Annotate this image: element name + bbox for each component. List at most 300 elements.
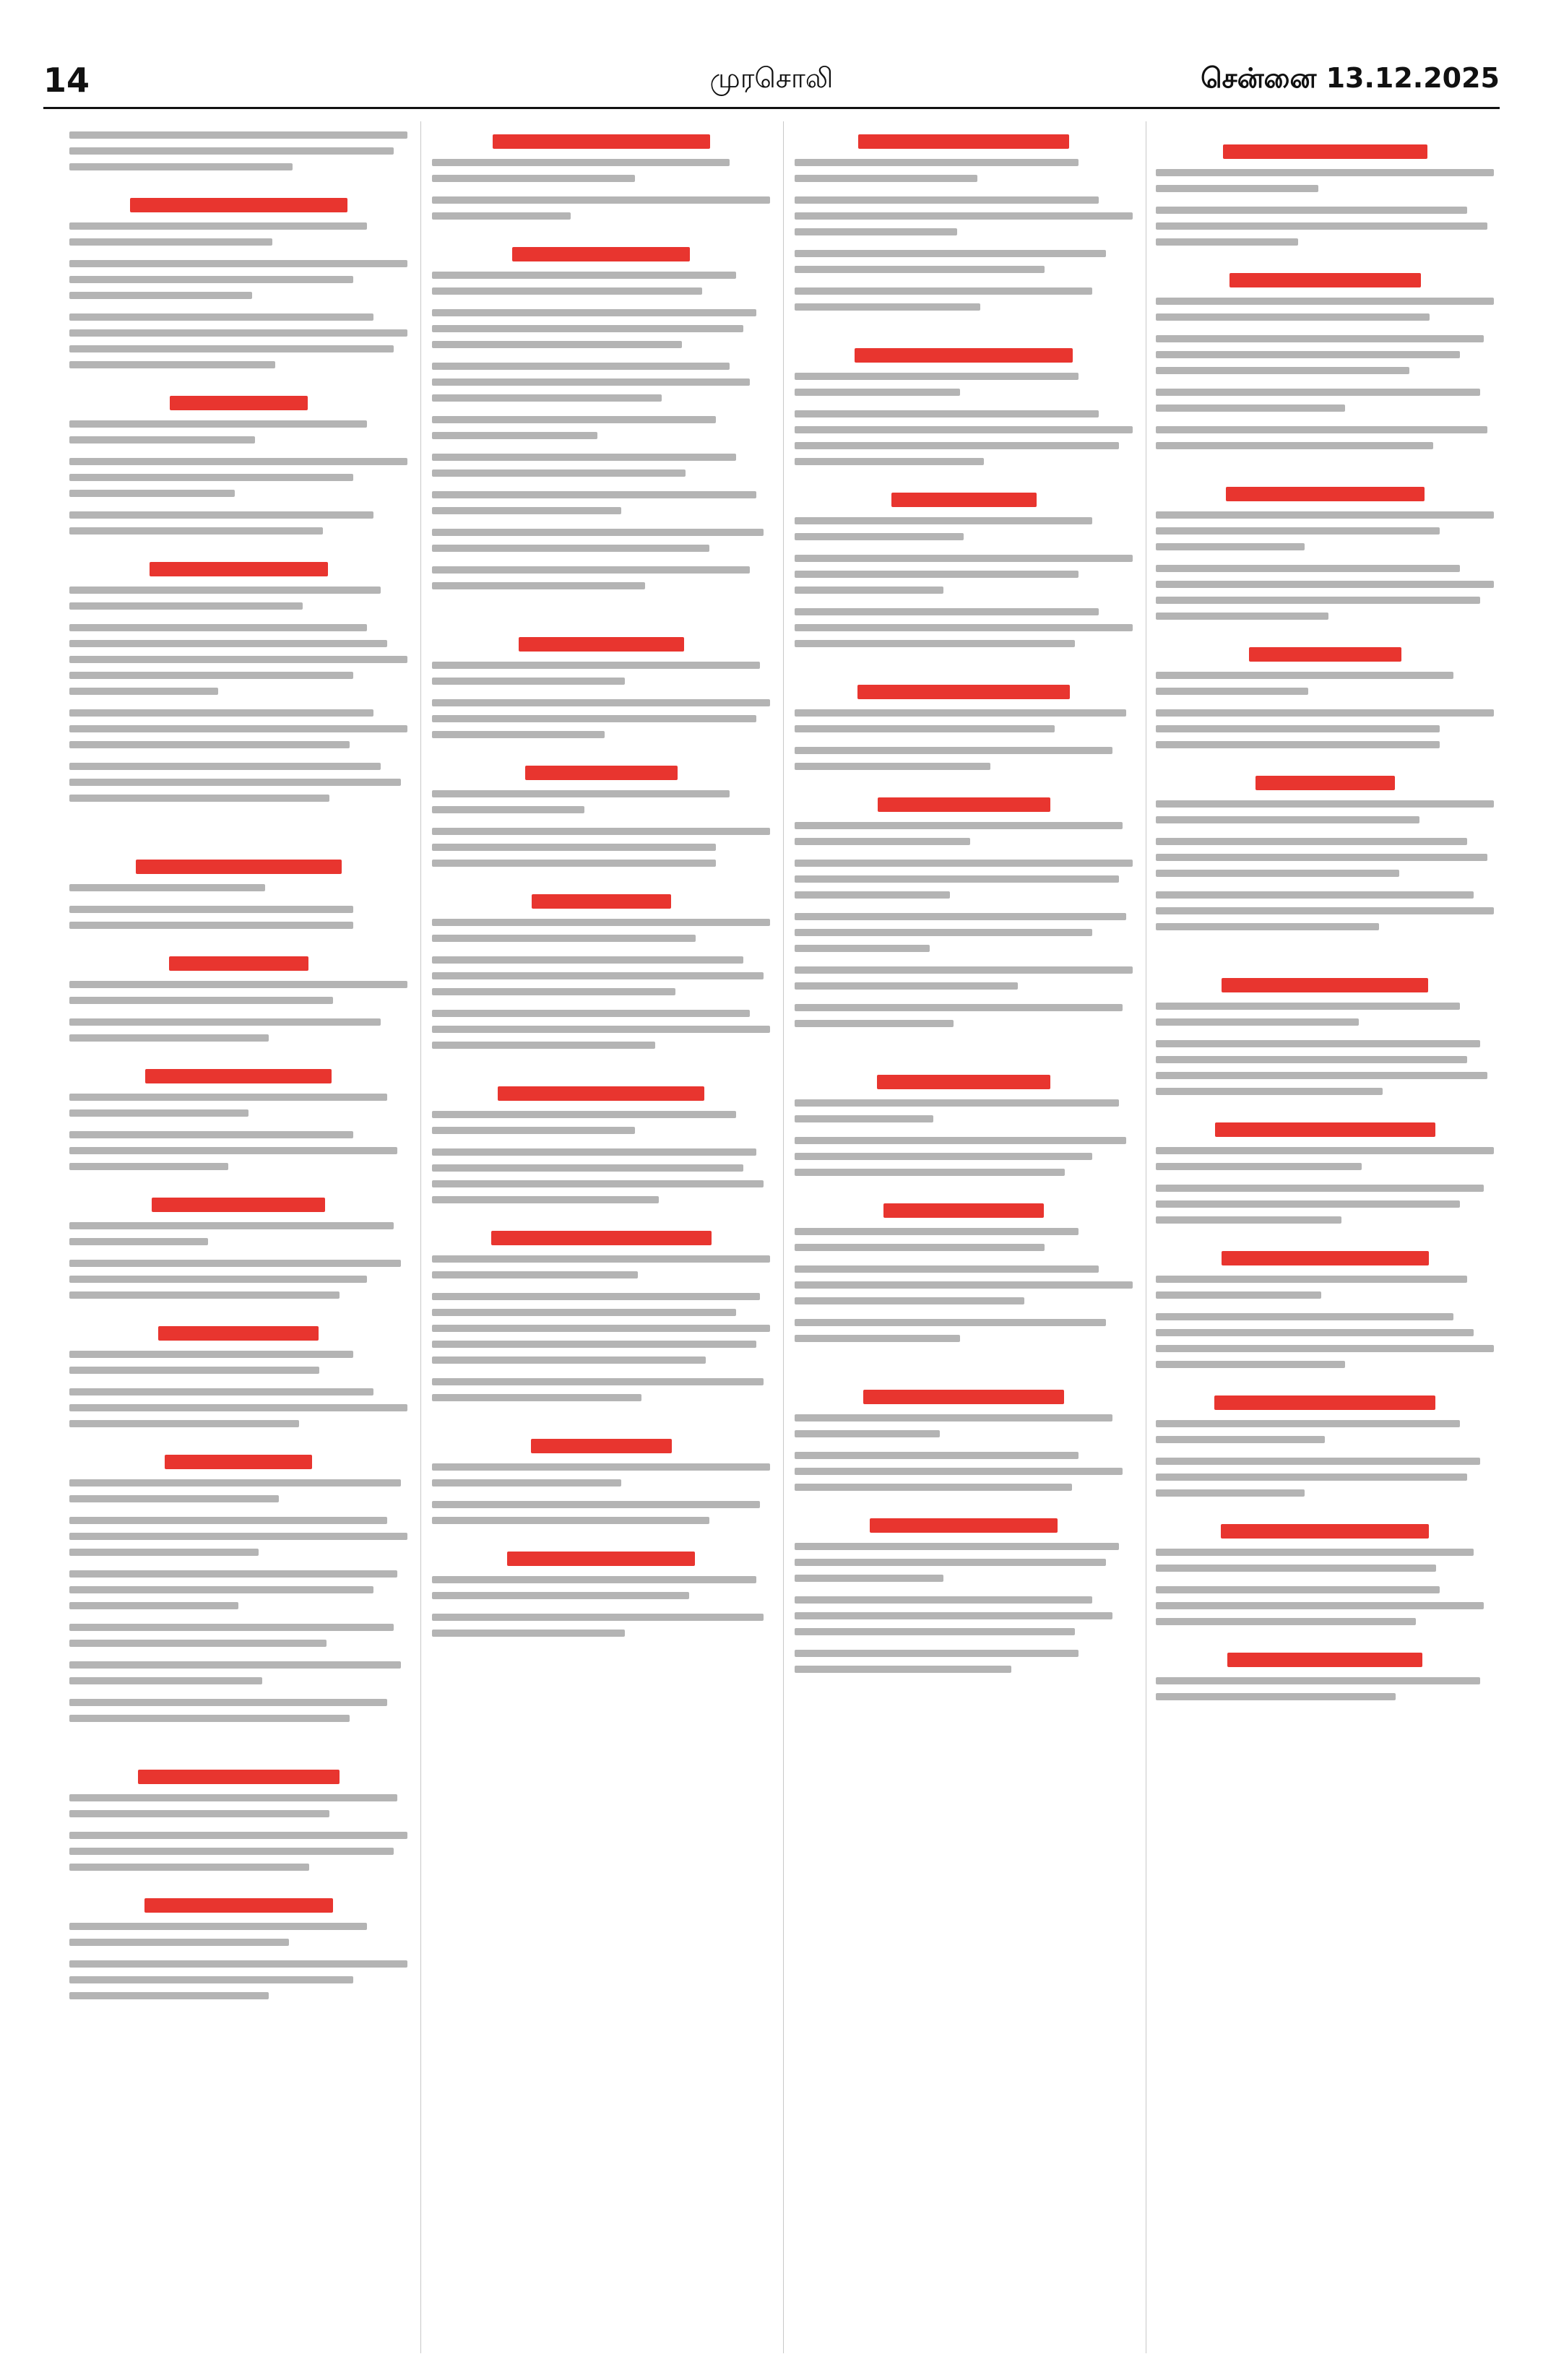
text-line-placeholder bbox=[432, 1517, 709, 1524]
text-line-placeholder bbox=[1156, 1291, 1321, 1299]
section-heading-placeholder bbox=[532, 894, 671, 909]
text-line-placeholder bbox=[69, 709, 373, 717]
paragraph-gap bbox=[795, 1260, 1133, 1265]
text-line-placeholder bbox=[432, 272, 736, 279]
paragraph-gap bbox=[795, 244, 1133, 250]
paragraph-gap bbox=[1156, 886, 1494, 891]
paragraph-gap bbox=[69, 1125, 407, 1131]
text-line-placeholder bbox=[69, 292, 252, 299]
text-line-placeholder bbox=[795, 389, 960, 396]
text-line-placeholder bbox=[795, 159, 1079, 166]
section-heading-placeholder bbox=[493, 134, 710, 149]
paragraph-gap bbox=[69, 757, 407, 763]
text-line-placeholder bbox=[795, 1628, 1075, 1635]
paragraph-gap bbox=[69, 377, 407, 383]
text-line-placeholder bbox=[432, 325, 743, 332]
text-line-placeholder bbox=[69, 795, 329, 802]
text-line-placeholder bbox=[69, 313, 373, 321]
text-line-placeholder bbox=[795, 1228, 1079, 1235]
text-line-placeholder bbox=[432, 935, 696, 942]
text-line-placeholder bbox=[795, 1559, 1106, 1566]
text-line-placeholder bbox=[795, 1666, 1011, 1673]
text-line-placeholder bbox=[69, 1640, 327, 1647]
text-line-placeholder bbox=[1156, 1565, 1436, 1572]
text-line-placeholder bbox=[1156, 351, 1460, 358]
paragraph-gap bbox=[432, 303, 770, 309]
text-line-placeholder bbox=[795, 822, 1123, 829]
column-divider bbox=[420, 121, 421, 2353]
text-line-placeholder bbox=[1156, 1200, 1460, 1208]
column-spacer bbox=[69, 816, 407, 826]
text-line-placeholder bbox=[795, 1650, 1079, 1657]
text-line-placeholder bbox=[795, 426, 1133, 433]
section-heading-placeholder bbox=[165, 1455, 312, 1469]
paragraph-gap bbox=[795, 282, 1133, 287]
text-line-placeholder bbox=[1156, 169, 1494, 176]
text-line-placeholder bbox=[795, 1137, 1126, 1144]
text-line-placeholder bbox=[1156, 1185, 1484, 1192]
text-line-placeholder bbox=[795, 913, 1126, 920]
paragraph-gap bbox=[795, 1682, 1133, 1687]
text-line-placeholder bbox=[432, 1180, 764, 1187]
text-line-placeholder bbox=[1156, 185, 1318, 192]
text-line-placeholder bbox=[1156, 597, 1480, 604]
paragraph-gap bbox=[1156, 559, 1494, 565]
text-line-placeholder bbox=[795, 373, 1079, 380]
text-line-placeholder bbox=[69, 474, 353, 481]
text-line-placeholder bbox=[1156, 222, 1487, 230]
text-line-placeholder bbox=[1156, 527, 1440, 535]
text-line-placeholder bbox=[795, 1575, 943, 1582]
text-line-placeholder bbox=[432, 1148, 756, 1156]
paragraph-gap bbox=[1156, 757, 1494, 763]
text-line-placeholder bbox=[432, 507, 621, 514]
text-line-placeholder bbox=[69, 981, 407, 988]
text-line-placeholder bbox=[1156, 1216, 1341, 1224]
text-line-placeholder bbox=[69, 922, 353, 929]
text-line-placeholder bbox=[69, 1715, 350, 1722]
text-line-placeholder bbox=[69, 1976, 353, 1983]
text-line-placeholder bbox=[432, 566, 750, 574]
text-line-placeholder bbox=[69, 672, 353, 679]
paragraph-gap bbox=[1156, 1505, 1494, 1511]
section-heading-placeholder bbox=[507, 1552, 695, 1566]
text-line-placeholder bbox=[432, 491, 756, 498]
paragraph-gap bbox=[795, 319, 1133, 325]
paragraph-gap bbox=[1156, 1104, 1494, 1109]
text-line-placeholder bbox=[69, 222, 367, 230]
text-line-placeholder bbox=[69, 1602, 238, 1609]
text-line-placeholder bbox=[1156, 511, 1494, 519]
text-line-placeholder bbox=[69, 624, 367, 631]
text-line-placeholder bbox=[795, 266, 1045, 273]
text-line-placeholder bbox=[795, 587, 943, 594]
text-line-placeholder bbox=[795, 1297, 1024, 1304]
text-line-placeholder bbox=[1156, 1040, 1480, 1047]
section-heading-placeholder bbox=[170, 396, 308, 410]
section-heading-placeholder bbox=[1255, 776, 1395, 790]
column-spacer bbox=[69, 121, 407, 131]
paragraph-gap bbox=[1156, 1709, 1494, 1715]
paragraph-gap bbox=[795, 1351, 1133, 1356]
paragraph-gap bbox=[69, 506, 407, 511]
text-line-placeholder bbox=[795, 1335, 960, 1342]
section-heading-placeholder bbox=[858, 134, 1069, 149]
paragraph-gap bbox=[432, 1004, 770, 1010]
text-line-placeholder bbox=[1156, 800, 1494, 808]
text-line-placeholder bbox=[432, 806, 584, 813]
text-line-placeholder bbox=[432, 212, 571, 220]
text-line-placeholder bbox=[69, 1388, 373, 1395]
text-line-placeholder bbox=[69, 763, 381, 770]
paragraph-gap bbox=[795, 191, 1133, 196]
paragraph-gap bbox=[69, 1955, 407, 1960]
section-heading-placeholder bbox=[883, 1203, 1044, 1218]
section-heading-placeholder bbox=[158, 1326, 319, 1341]
text-line-placeholder bbox=[795, 725, 1055, 732]
paragraph-gap bbox=[69, 810, 407, 816]
section-heading-placeholder bbox=[144, 1898, 333, 1913]
paragraph-gap bbox=[1156, 1307, 1494, 1313]
paragraph-gap bbox=[1156, 1634, 1494, 1640]
text-line-placeholder bbox=[1156, 298, 1494, 305]
text-line-placeholder bbox=[1156, 816, 1419, 823]
section-heading-placeholder bbox=[1214, 1395, 1435, 1410]
page-number: 14 bbox=[43, 61, 90, 100]
text-line-placeholder bbox=[1156, 672, 1453, 679]
text-line-placeholder bbox=[795, 1004, 1123, 1011]
text-line-placeholder bbox=[69, 1570, 397, 1578]
text-line-placeholder bbox=[69, 260, 407, 267]
paragraph-gap bbox=[1156, 1580, 1494, 1586]
text-line-placeholder bbox=[1156, 923, 1379, 930]
text-line-placeholder bbox=[432, 1394, 641, 1401]
paragraph-gap bbox=[1156, 939, 1494, 945]
paragraph-gap bbox=[69, 938, 407, 943]
paragraph-gap bbox=[1156, 1034, 1494, 1040]
text-line-placeholder bbox=[1156, 1088, 1383, 1095]
text-line-placeholder bbox=[432, 1026, 770, 1033]
text-line-placeholder bbox=[432, 175, 635, 182]
text-line-placeholder bbox=[432, 1479, 621, 1487]
section-heading-placeholder bbox=[863, 1390, 1064, 1404]
text-line-placeholder bbox=[795, 410, 1099, 417]
section-heading-placeholder bbox=[498, 1086, 704, 1101]
text-line-placeholder bbox=[69, 1367, 319, 1374]
paragraph-gap bbox=[69, 1511, 407, 1517]
text-line-placeholder bbox=[1156, 238, 1298, 246]
text-line-placeholder bbox=[432, 1010, 750, 1017]
text-line-placeholder bbox=[795, 1452, 1079, 1459]
section-heading-placeholder bbox=[525, 766, 678, 780]
text-line-placeholder bbox=[69, 345, 394, 352]
paragraph-gap bbox=[432, 875, 770, 881]
text-line-placeholder bbox=[432, 988, 675, 995]
text-line-placeholder bbox=[1156, 1018, 1359, 1026]
text-line-placeholder bbox=[432, 159, 730, 166]
text-line-placeholder bbox=[69, 741, 350, 748]
text-line-placeholder bbox=[69, 276, 353, 283]
text-line-placeholder bbox=[795, 838, 970, 845]
text-line-placeholder bbox=[69, 511, 373, 519]
text-line-placeholder bbox=[795, 228, 957, 235]
paragraph-gap bbox=[69, 704, 407, 709]
text-line-placeholder bbox=[795, 747, 1112, 754]
column-spacer bbox=[432, 1063, 770, 1073]
paragraph-gap bbox=[1156, 329, 1494, 335]
text-line-placeholder bbox=[69, 1018, 381, 1026]
text-line-placeholder bbox=[432, 469, 686, 477]
section-heading-placeholder bbox=[891, 493, 1037, 507]
paragraph-gap bbox=[432, 1410, 770, 1416]
text-line-placeholder bbox=[1156, 1618, 1416, 1625]
text-line-placeholder bbox=[795, 709, 1126, 717]
text-line-placeholder bbox=[795, 303, 980, 311]
section-heading-placeholder bbox=[1222, 1251, 1429, 1265]
text-line-placeholder bbox=[432, 972, 764, 979]
text-line-placeholder bbox=[432, 919, 770, 926]
text-line-placeholder bbox=[69, 1420, 299, 1427]
column-2 bbox=[432, 121, 770, 2353]
text-line-placeholder bbox=[795, 1153, 1092, 1160]
text-line-placeholder bbox=[795, 571, 1079, 578]
text-line-placeholder bbox=[432, 1614, 764, 1621]
paragraph-gap bbox=[1156, 1377, 1494, 1382]
text-line-placeholder bbox=[432, 715, 756, 722]
text-line-placeholder bbox=[69, 527, 323, 535]
text-line-placeholder bbox=[432, 1463, 770, 1471]
text-line-placeholder bbox=[69, 1939, 289, 1946]
section-heading-placeholder bbox=[491, 1231, 712, 1245]
paragraph-gap bbox=[69, 1565, 407, 1570]
text-line-placeholder bbox=[69, 361, 275, 368]
text-line-placeholder bbox=[795, 891, 950, 899]
text-line-placeholder bbox=[69, 587, 381, 594]
text-line-placeholder bbox=[795, 1020, 954, 1027]
text-line-placeholder bbox=[432, 582, 645, 589]
text-line-placeholder bbox=[795, 1414, 1112, 1421]
paragraph-gap bbox=[795, 1644, 1133, 1650]
paragraph-gap bbox=[1156, 832, 1494, 838]
text-line-placeholder bbox=[432, 828, 770, 835]
paragraph-gap bbox=[1156, 704, 1494, 709]
section-heading-placeholder bbox=[878, 797, 1050, 812]
column-spacer bbox=[1156, 945, 1494, 955]
text-line-placeholder bbox=[432, 432, 597, 439]
paragraph-gap bbox=[432, 1143, 770, 1148]
paragraph-gap bbox=[795, 1500, 1133, 1505]
text-line-placeholder bbox=[1156, 1693, 1396, 1700]
paragraph-gap bbox=[69, 1731, 407, 1736]
text-line-placeholder bbox=[432, 545, 709, 552]
column-divider bbox=[783, 121, 784, 2353]
text-line-placeholder bbox=[69, 906, 353, 913]
column-spacer bbox=[795, 325, 1133, 335]
paragraph-gap bbox=[432, 951, 770, 956]
section-heading-placeholder bbox=[169, 956, 308, 971]
text-line-placeholder bbox=[432, 1309, 736, 1316]
text-line-placeholder bbox=[69, 1923, 367, 1930]
text-line-placeholder bbox=[795, 1169, 1065, 1176]
column-spacer bbox=[432, 614, 770, 624]
text-line-placeholder bbox=[1156, 1056, 1467, 1063]
text-line-placeholder bbox=[1156, 1586, 1440, 1593]
text-line-placeholder bbox=[795, 1484, 1072, 1491]
paragraph-gap bbox=[1156, 1452, 1494, 1458]
text-line-placeholder bbox=[795, 1265, 1099, 1273]
paragraph-gap bbox=[1156, 254, 1494, 260]
text-line-placeholder bbox=[69, 147, 394, 155]
text-line-placeholder bbox=[432, 1127, 635, 1134]
paragraph-gap bbox=[432, 357, 770, 363]
text-line-placeholder bbox=[69, 1864, 309, 1871]
section-heading-placeholder bbox=[531, 1439, 672, 1453]
column-spacer bbox=[69, 1736, 407, 1747]
text-line-placeholder bbox=[795, 763, 990, 770]
text-line-placeholder bbox=[1156, 1163, 1362, 1170]
paragraph-gap bbox=[795, 907, 1133, 913]
text-line-placeholder bbox=[795, 608, 1099, 615]
column-spacer bbox=[795, 1042, 1133, 1052]
paragraph-gap bbox=[795, 602, 1133, 608]
text-line-placeholder bbox=[1156, 207, 1467, 214]
text-line-placeholder bbox=[1156, 426, 1487, 433]
paragraph-gap bbox=[69, 1656, 407, 1661]
text-line-placeholder bbox=[1156, 1549, 1474, 1556]
text-line-placeholder bbox=[795, 624, 1133, 631]
text-line-placeholder bbox=[69, 1495, 279, 1502]
section-heading-placeholder bbox=[1249, 647, 1401, 662]
paragraph-gap bbox=[1156, 628, 1494, 634]
text-line-placeholder bbox=[69, 131, 407, 139]
paragraph-gap bbox=[432, 1495, 770, 1501]
paragraph-gap bbox=[795, 474, 1133, 480]
text-line-placeholder bbox=[69, 1832, 407, 1839]
paragraph-gap bbox=[795, 1313, 1133, 1319]
text-line-placeholder bbox=[795, 212, 1133, 220]
section-heading-placeholder bbox=[1223, 144, 1427, 159]
text-line-placeholder bbox=[1156, 725, 1440, 732]
text-line-placeholder bbox=[432, 699, 770, 706]
text-line-placeholder bbox=[795, 458, 984, 465]
text-line-placeholder bbox=[795, 1468, 1123, 1475]
text-line-placeholder bbox=[69, 688, 218, 695]
text-line-placeholder bbox=[69, 1533, 407, 1540]
paragraph-gap bbox=[69, 1013, 407, 1018]
text-line-placeholder bbox=[432, 363, 730, 370]
text-line-placeholder bbox=[1156, 1276, 1467, 1283]
text-line-placeholder bbox=[1156, 613, 1328, 620]
column-spacer bbox=[69, 1747, 407, 1757]
paragraph-gap bbox=[69, 1254, 407, 1260]
paragraph-gap bbox=[432, 822, 770, 828]
paragraph-gap bbox=[795, 1591, 1133, 1596]
text-line-placeholder bbox=[69, 1238, 208, 1245]
text-line-placeholder bbox=[1156, 1489, 1305, 1497]
text-line-placeholder bbox=[795, 966, 1133, 974]
text-line-placeholder bbox=[795, 555, 1133, 562]
text-line-placeholder bbox=[1156, 1329, 1474, 1336]
text-line-placeholder bbox=[432, 394, 662, 402]
text-line-placeholder bbox=[432, 196, 770, 204]
paragraph-gap bbox=[432, 1212, 770, 1218]
paragraph-gap bbox=[69, 1618, 407, 1624]
text-line-placeholder bbox=[432, 678, 625, 685]
text-line-placeholder bbox=[432, 844, 716, 851]
section-heading-placeholder bbox=[1215, 1122, 1435, 1137]
text-line-placeholder bbox=[1156, 581, 1494, 588]
paragraph-gap bbox=[69, 618, 407, 624]
paragraph-gap bbox=[432, 523, 770, 529]
text-line-placeholder bbox=[432, 1164, 743, 1172]
paragraph-gap bbox=[69, 1050, 407, 1056]
paragraph-gap bbox=[432, 561, 770, 566]
text-line-placeholder bbox=[69, 725, 407, 732]
text-line-placeholder bbox=[432, 1592, 689, 1599]
text-line-placeholder bbox=[795, 1115, 933, 1122]
paragraph-gap bbox=[69, 179, 407, 185]
text-line-placeholder bbox=[69, 1276, 367, 1283]
text-line-placeholder bbox=[69, 458, 407, 465]
text-line-placeholder bbox=[69, 1517, 387, 1524]
text-line-placeholder bbox=[1156, 367, 1409, 374]
text-line-placeholder bbox=[1156, 1361, 1345, 1368]
paragraph-gap bbox=[432, 410, 770, 416]
paragraph-gap bbox=[69, 1307, 407, 1313]
column-3 bbox=[795, 121, 1133, 2353]
text-line-placeholder bbox=[432, 1325, 770, 1332]
section-heading-placeholder bbox=[130, 198, 347, 212]
text-line-placeholder bbox=[795, 1612, 1112, 1619]
section-heading-placeholder bbox=[150, 562, 328, 576]
paragraph-gap bbox=[432, 747, 770, 753]
section-heading-placeholder bbox=[1221, 1524, 1429, 1539]
paragraph-gap bbox=[1156, 1179, 1494, 1185]
paragraph-gap bbox=[432, 191, 770, 196]
column-spacer bbox=[795, 662, 1133, 672]
paragraph-gap bbox=[432, 448, 770, 454]
column-spacer bbox=[1156, 121, 1494, 131]
text-line-placeholder bbox=[432, 1111, 736, 1118]
text-line-placeholder bbox=[69, 329, 407, 337]
text-line-placeholder bbox=[795, 1099, 1119, 1107]
text-line-placeholder bbox=[1156, 1072, 1487, 1079]
text-line-placeholder bbox=[69, 1794, 397, 1801]
text-line-placeholder bbox=[1156, 1677, 1480, 1684]
text-line-placeholder bbox=[69, 1661, 401, 1669]
text-line-placeholder bbox=[432, 1271, 638, 1278]
masthead bbox=[43, 58, 1500, 130]
paragraph-gap bbox=[1156, 201, 1494, 207]
text-line-placeholder bbox=[432, 1576, 756, 1583]
column-spacer bbox=[1156, 464, 1494, 474]
text-line-placeholder bbox=[795, 929, 1092, 936]
column-spacer bbox=[432, 1416, 770, 1426]
text-line-placeholder bbox=[1156, 891, 1474, 899]
text-line-placeholder bbox=[795, 442, 1119, 449]
text-line-placeholder bbox=[69, 1094, 387, 1101]
text-line-placeholder bbox=[69, 1163, 228, 1170]
text-line-placeholder bbox=[69, 1147, 397, 1154]
paragraph-gap bbox=[432, 1057, 770, 1063]
paragraph-gap bbox=[69, 543, 407, 549]
text-line-placeholder bbox=[69, 1034, 269, 1042]
text-line-placeholder bbox=[1156, 404, 1345, 412]
column-1 bbox=[69, 121, 407, 2353]
text-line-placeholder bbox=[69, 490, 235, 497]
text-line-placeholder bbox=[795, 1543, 1119, 1550]
text-line-placeholder bbox=[1156, 1474, 1467, 1481]
